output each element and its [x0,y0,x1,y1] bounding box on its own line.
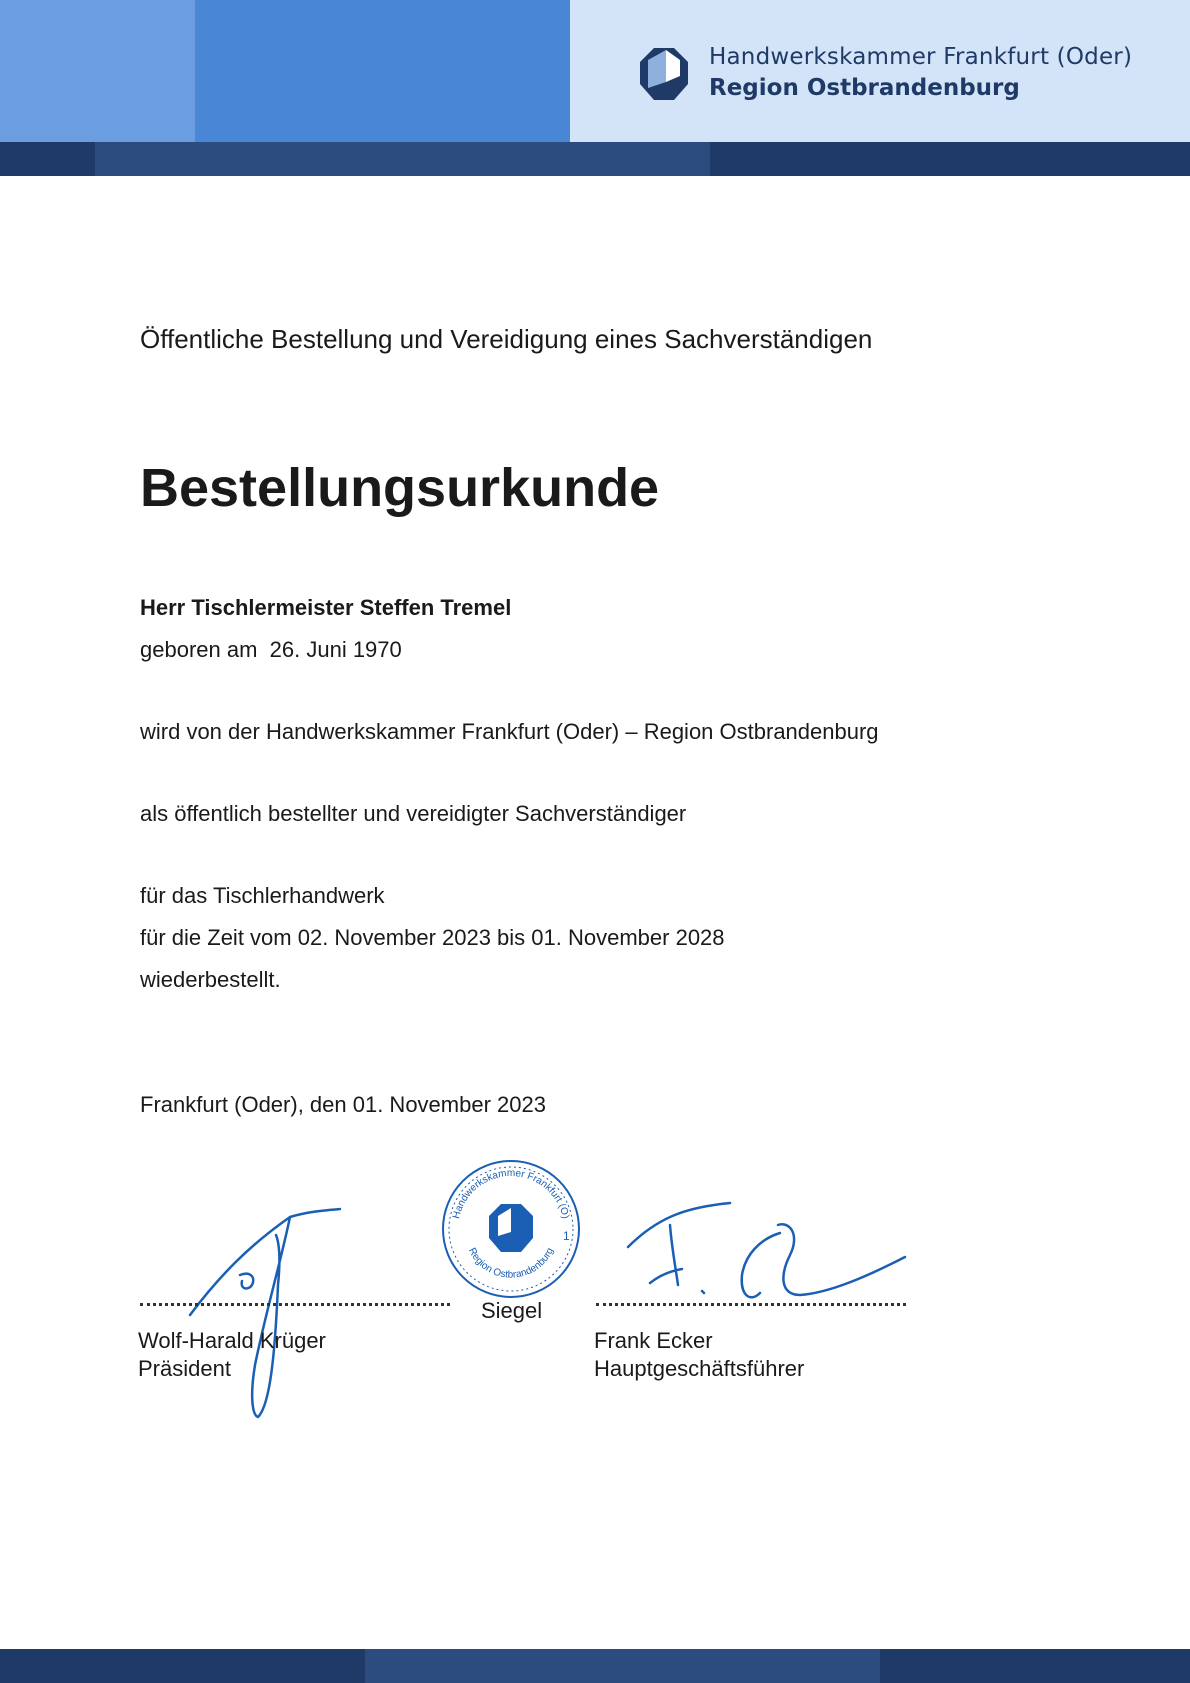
org-line-2: Region Ostbrandenburg [709,75,1020,101]
left-signature-line [140,1303,450,1306]
period-line: für die Zeit vom 02. November 2023 bis 01. November 2028 [140,925,725,950]
seal-bottom-text: Region Ostbrandenburg [465,1246,557,1281]
footer-band-segment [365,1649,880,1683]
header-dark-band-segment [95,142,710,176]
seal-number: 1 [563,1229,570,1243]
left-signatory-role: Präsident [138,1356,231,1381]
recipient-name: Herr Tischlermeister Steffen Tremel [140,595,512,620]
birth-line [140,636,402,664]
birth-date: 26. Juni 1970 [269,637,402,662]
header-block-mid [195,0,570,142]
org-line-1: Handwerkskammer Frankfurt (Oder) [709,44,1133,70]
official-seal [440,1158,582,1300]
document-title: Bestellungsurkunde [140,458,660,518]
right-signatory-role: Hauptgeschäftsführer [594,1356,805,1381]
seal-top-text: Handwerkskammer Frankfurt (O) [451,1167,571,1220]
birth-label: geboren am [140,637,258,662]
left-signature-scribble [180,1205,350,1425]
status-line: wiederbestellt. [140,967,281,992]
place-date: Frankfurt (Oder), den 01. November 2023 [140,1092,546,1117]
chamber-line: wird von der Handwerkskammer Frankfurt (Oder) – Region Ostbrandenburg [140,719,879,744]
left-signatory-name: Wolf-Harald Krüger [138,1328,326,1353]
header-block-light [0,0,195,142]
trade-line: für das Tischlerhandwerk [140,883,385,908]
hwk-logo-icon [638,46,690,102]
role-line: als öffentlich bestellter und vereidigter Sachverständiger [140,801,687,826]
right-signature-line [596,1303,906,1306]
right-signature-scribble [620,1195,910,1315]
right-signatory-name: Frank Ecker [594,1328,713,1353]
seal-label: Siegel [481,1298,543,1323]
organization-name [709,42,1132,104]
document-subtitle: Öffentliche Bestellung und Vereidigung eines Sachverständigen [140,324,873,354]
